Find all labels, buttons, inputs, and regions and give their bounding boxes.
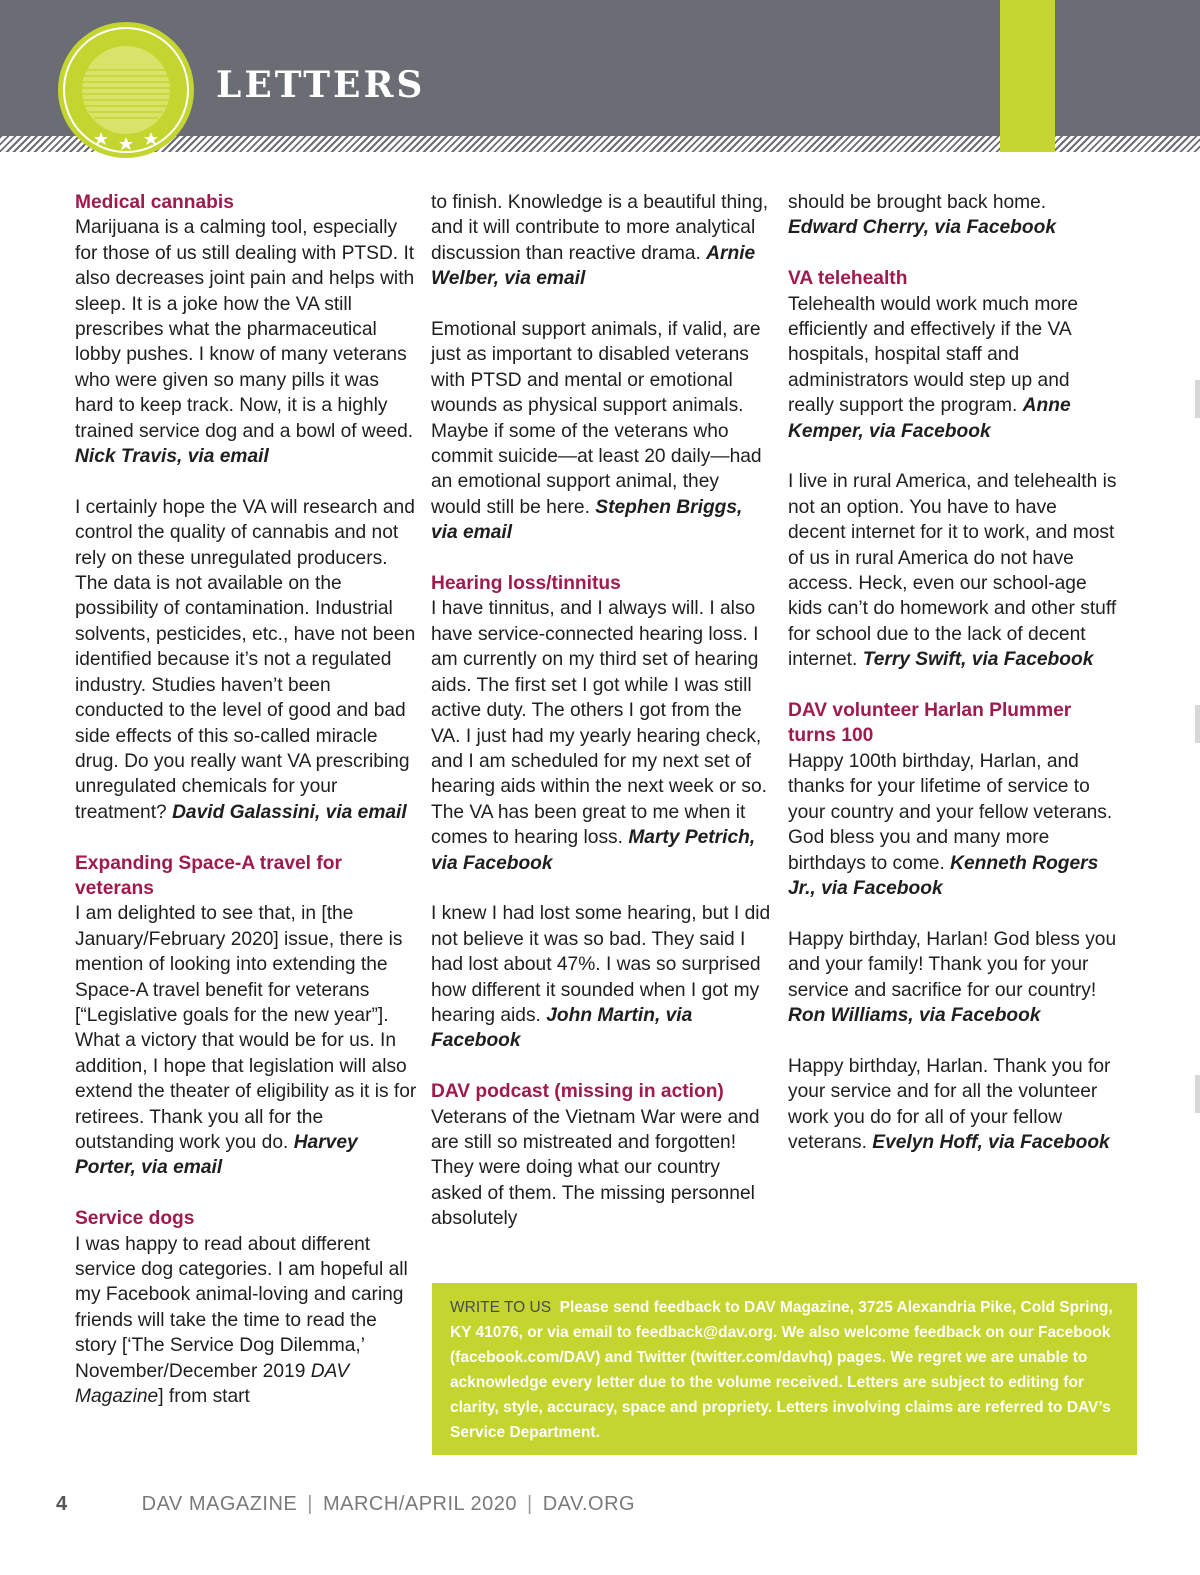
magazine-title: DAV Magazine xyxy=(75,1360,350,1408)
heading-va-telehealth: VA telehealth xyxy=(788,268,908,290)
footer-issue: MARCH/APRIL 2020 xyxy=(322,1493,517,1515)
page-edge-mark xyxy=(1195,705,1200,743)
heading-hearing-loss: Hearing loss/tinnitus xyxy=(431,573,621,595)
letter-text: Veterans of the Vietnam War were and are still so mistreated and forgotten! They were doing what our country asked of them. The missing personnel absolutely xyxy=(431,1106,760,1230)
letter-text: to finish. Knowledge is a beautiful thing, and it will contribute to more analytical discussion than reactive drama. Arnie Welber, via email xyxy=(431,192,769,290)
letter-text: Happy birthday, Harlan! God bless you and your family! Thank you for your service and sacrifice for our country! Ron Williams, via Facebook xyxy=(788,928,1117,1026)
section-title: LETTERS xyxy=(216,64,426,106)
letter-signature: Stephen Briggs, via email xyxy=(431,496,743,544)
page-number: 4 xyxy=(56,1493,68,1515)
letter-signature: David Galassini, via email xyxy=(172,801,407,823)
letter-signature: Evelyn Hoff, via Facebook xyxy=(872,1131,1110,1153)
letter-signature: Arnie Welber, via email xyxy=(431,242,756,290)
letter-signature: Anne Kemper, via Facebook xyxy=(788,395,1071,442)
letter-signature: Terry Swift, via Facebook xyxy=(862,649,1094,671)
write-to-us-label: WRITE TO US xyxy=(450,1299,552,1316)
column-3 xyxy=(788,190,1118,1155)
letter-text: Emotional support animals, if valid, are just as important to disabled veterans with PTSD and mental or emotional wounds as physical support animals. Maybe if some of the veterans who commit suicide—at least 20 daily—had an emotional support animal, they would still be here. Stephen Briggs, via email xyxy=(431,319,762,544)
letter-text: I certainly hope the VA will research and control the quality of cannabis and not rely on these unregulated producers. The data is not available on the possibility of contamination. Industrial solvents, pesticides, etc., have not been identified because it’s not a regulated industry. Studies haven’t been conducted to the level of good and bad side effects of this so-called miracle drug. Do you really want VA prescribing unregulated chemicals for your treatment? David Galassini, via email xyxy=(75,496,416,823)
letter-text: Happy birthday, Harlan. Thank you for your service and for all the volunteer work you do for all of your fellow veterans. Evelyn Hoff, via Facebook xyxy=(788,1055,1111,1153)
letter-signature: Edward Cherry, via Facebook xyxy=(788,217,1057,239)
letter-signature: Marty Petrich, via Facebook xyxy=(431,827,756,874)
letter-text: should be brought back home. Edward Cherry, via Facebook xyxy=(788,192,1057,239)
letter-text: I have tinnitus, and I always will. I also have service-connected hearing loss. I am currently on my third set of hearing aids. The first set I got while I was still active duty. The others I got from the VA. I just had my yearly hearing check, and I am scheduled for my next set of hearing aids within the next week or so. The VA has been great to me when it comes to hearing loss. Marty Petrich, via Facebook xyxy=(431,598,767,874)
column-2 xyxy=(431,190,771,1232)
letter-signature: Harvey Porter, via email xyxy=(75,1132,358,1179)
accent-tab xyxy=(1000,0,1055,152)
write-to-us-text: Please send feedback to DAV Magazine, 3725 Alexandria Pike, Cold Spring, KY 41076, or via email to feedback@dav.org. We also welcome feedback on our Facebook (facebook.com/DAV) and Twitter (twitter.com/davhq) pages. We regret we are unable to acknowledge every letter due to the volume received. Letters are subject to editing for clarity, style, accuracy, space and propriety. Letters involving claims are referred to DAV’s Service Department. xyxy=(450,1299,1113,1441)
letter-signature: Nick Travis, via email xyxy=(75,446,269,468)
letter-text: I live in rural America, and telehealth is not an option. You have to have decent internet for it to work, and most of us in rural America do not have access. Heck, even our school-age kids can’t do homework and other stuff for school due to the lack of decent internet. Terry Swift, via Facebook xyxy=(788,471,1117,671)
heading-dav-podcast: DAV podcast (missing in action) xyxy=(431,1081,724,1103)
letter-signature: Ron Williams, via Facebook xyxy=(788,1004,1041,1026)
page-edge-mark xyxy=(1195,380,1200,418)
heading-space-a-travel: Expanding Space-A travel for veterans xyxy=(75,852,342,899)
letter-text: I was happy to read about different service dog categories. I am hopeful all my Facebook animal-loving and caring friends will take the time to read the story [‘The Service Dog Dilemma,’ November/December 2019 DAV Magazine] from start xyxy=(75,1233,408,1408)
letter-text: Marijuana is a calming tool, especially for those of us still dealing with PTSD. It also decreases joint pain and helps with sleep. It is a joke how the VA still prescribes what the pharmaceutical lobby pushes. I know of many veterans who were given so many pills it was hard to keep track. Now, it is a highly trained service dog and a bowl of weed. Nick Travis, via email xyxy=(75,217,415,468)
page-edge-mark xyxy=(1195,1075,1200,1113)
letter-text: I knew I had lost some hearing, but I did not believe it was so bad. They said I had lost about 47%. I was so surprised how different it sounded when I got my hearing aids. John Martin, via Facebook xyxy=(431,903,771,1052)
section-badge-icon xyxy=(56,20,196,160)
footer-separator: | xyxy=(526,1493,533,1515)
letter-text: Telehealth would work much more efficiently and effectively if the VA hospitals, hospital staff and administrators would step up and really support the program. Anne Kemper, via Facebook xyxy=(788,293,1079,442)
footer-separator: | xyxy=(307,1493,313,1515)
write-to-us-box xyxy=(432,1283,1137,1455)
letter-signature: Kenneth Rogers Jr., via Facebook xyxy=(788,852,1099,899)
footer-site: DAV.ORG xyxy=(542,1493,636,1515)
letter-signature: John Martin, via Facebook xyxy=(431,1004,693,1052)
letter-text: I am delighted to see that, in [the January/February 2020] issue, there is mention of looking into extending the Space-A travel benefit for veterans [“Legislative goals for the new year”]. What a victory that would be for us. In addition, I hope that legislation will also extend the theater of eligibility as it is for retirees. Thank you all for the outstanding work you do. Harvey Porter, via email xyxy=(75,903,417,1179)
footer-magazine: DAV MAGAZINE xyxy=(141,1493,298,1515)
column-1 xyxy=(75,190,420,1409)
letter-text: Happy 100th birthday, Harlan, and thanks for your lifetime of service to your country and your fellow veterans. God bless you and many more birthdays to come. Kenneth Rogers Jr., via Facebook xyxy=(788,750,1113,899)
heading-medical-cannabis: Medical cannabis xyxy=(75,192,234,213)
heading-service-dogs: Service dogs xyxy=(75,1208,195,1230)
heading-harlan-plummer: DAV volunteer Harlan Plummer turns 100 xyxy=(788,700,1072,747)
page-footer xyxy=(56,1493,635,1516)
